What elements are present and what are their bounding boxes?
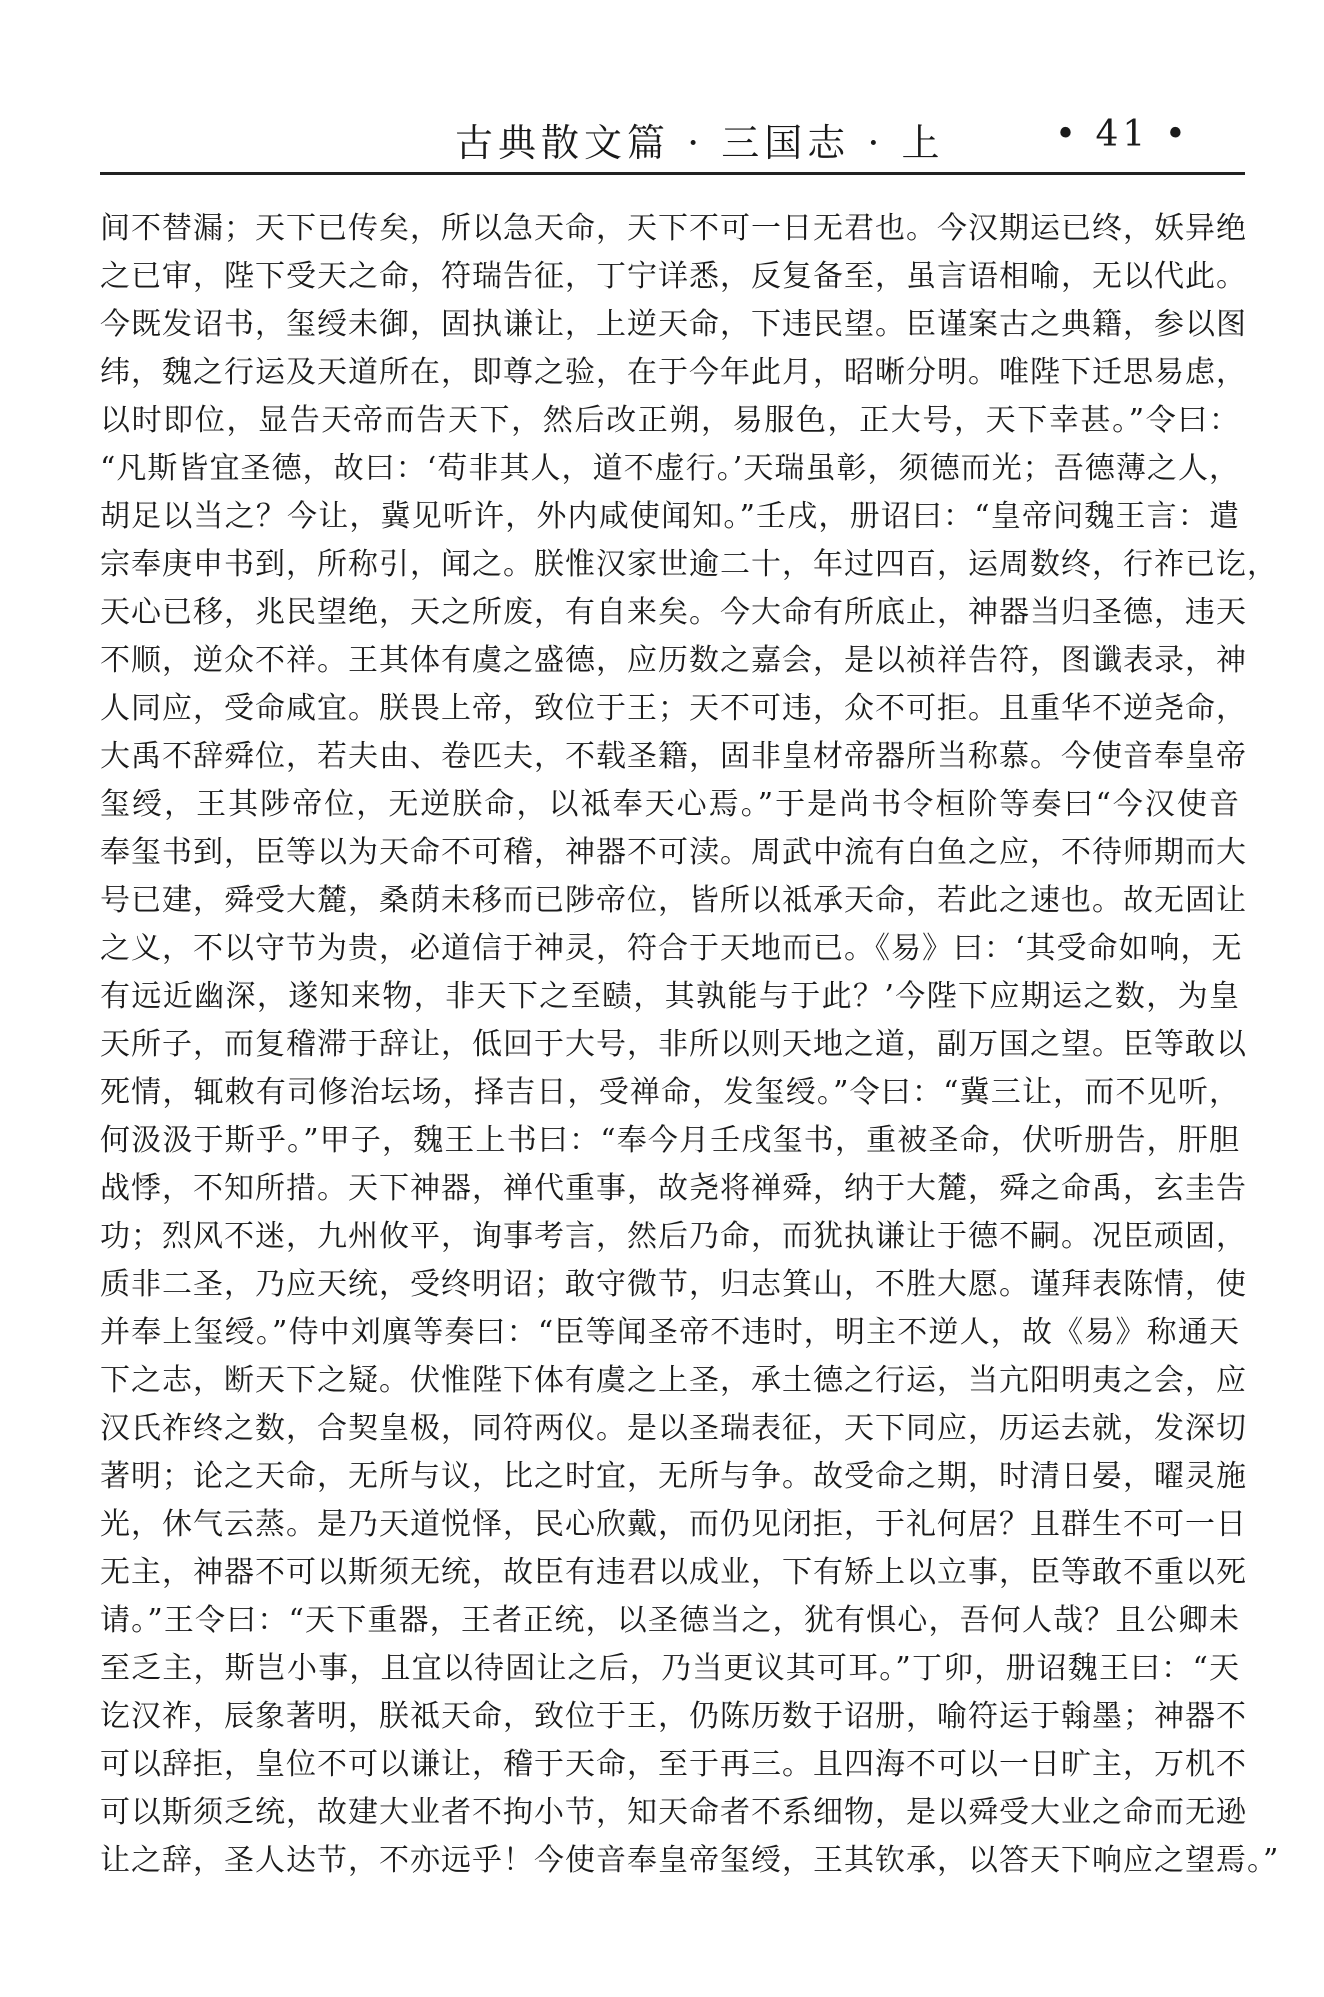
text-line: 讫汉祚，辰象著明，朕祗天命，致位于王，仍陈历数于诏册，喻符运于翰墨；神器不 — [100, 1699, 1247, 1734]
text-line: 天所子，而复稽滞于辞让，低回于大号，非所以则天地之道，副万国之望。臣等敢以 — [100, 1027, 1247, 1062]
text-line: 死情，辄敕有司修治坛场，择吉日，受禅命，发玺绶。”令曰：“冀三让，而不见听， — [100, 1075, 1240, 1110]
text-line: 无主，神器不可以斯须无统，故臣有违君以成业，下有矫上以立事，臣等敢不重以死 — [100, 1555, 1247, 1590]
text-line: 胡足以当之？今让，冀见听许，外内咸使闻知。”壬戌，册诏曰：“皇帝问魏王言：遣 — [100, 499, 1240, 534]
body-text — [100, 205, 1280, 1885]
text-line: 请。”王令曰：“天下重器，王者正统，以圣德当之，犹有惧心，吾何人哉？且公卿未 — [100, 1603, 1240, 1638]
text-line: 下之志，断天下之疑。伏惟陛下体有虞之上圣，承土德之行运，当亢阳明夷之会，应 — [100, 1363, 1247, 1398]
text-line: 宗奉庚申书到，所称引，闻之。朕惟汉家世逾二十，年过四百，运周数终，行祚已讫， — [100, 547, 1278, 582]
running-title: 古典散文篇 · 三国志 · 上 — [455, 121, 945, 165]
text-line: 天心已移，兆民望绝，天之所废，有自来矣。今大命有所底止，神器当归圣德，违天 — [100, 595, 1247, 630]
text-line: 至乏主，斯岂小事，且宜以待固让之后，乃当更议其可耳。”丁卯，册诏魏王曰：“天 — [100, 1651, 1240, 1686]
text-line: 可以辞拒，皇位不可以谦让，稽于天命，至于再三。且四海不可以一日旷主，万机不 — [100, 1747, 1247, 1782]
text-line: 纬，魏之行运及天道所在，即尊之验，在于今年此月，昭晰分明。唯陛下迁思易虑， — [100, 355, 1247, 390]
text-line: 质非二圣，乃应天统，受终明诏；敢守微节，归志箕山，不胜大愿。谨拜表陈情，使 — [100, 1267, 1247, 1302]
text-line: 今既发诏书，玺绶未御，固执谦让，上逆天命，下违民望。臣谨案古之典籍，参以图 — [100, 307, 1247, 342]
page-number: • 41 • — [1054, 114, 1190, 155]
text-line: 之义，不以守节为贵，必道信于神灵，符合于天地而已。《易》曰：‘其受命如响，无 — [100, 931, 1243, 966]
text-line: 大禹不辞舜位，若夫由、卷匹夫，不载圣籍，固非皇材帝器所当称慕。今使音奉皇帝 — [100, 739, 1247, 774]
text-line: 间不替漏；天下已传矣，所以急天命，天下不可一日无君也。今汉期运已终，妖异绝 — [100, 211, 1247, 246]
text-line: 何汲汲于斯乎。”甲子，魏王上书曰：“奉今月壬戌玺书，重被圣命，伏听册告，肝胆 — [100, 1123, 1240, 1158]
text-line: 人同应，受命咸宜。朕畏上帝，致位于王；天不可违，众不可拒。且重华不逆尧命， — [100, 691, 1247, 726]
text-line: 玺绶，王其陟帝位，无逆朕命，以祗奉天心焉。”于是尚书令桓阶等奏曰“今汉使音 — [100, 787, 1240, 822]
page-header — [100, 100, 1245, 175]
text-line: 功；烈风不迷，九州攸平，询事考言，然后乃命，而犹执谦让于德不嗣。况臣顽固， — [100, 1219, 1247, 1254]
text-line: 可以斯须乏统，故建大业者不拘小节，知天命者不系细物，是以舜受大业之命而无逊 — [100, 1795, 1247, 1830]
text-line: 号已建，舜受大麓，桑荫未移而已陟帝位，皆所以祗承天命，若此之速也。故无固让 — [100, 883, 1247, 918]
text-line: 以时即位，显告天帝而告天下，然后改正朔，易服色，正大号，天下幸甚。”令曰： — [100, 403, 1240, 438]
text-line: 不顺，逆众不祥。王其体有虞之盛德，应历数之嘉会，是以祯祥告符，图谶表录，神 — [100, 643, 1247, 678]
text-line: 光，休气云蒸。是乃天道悦怿，民心欣戴，而仍见闭拒，于礼何居？且群生不可一日 — [100, 1507, 1247, 1542]
text-line: 并奉上玺绶。”侍中刘廙等奏曰：“臣等闻圣帝不违时，明主不逆人，故《易》称通天 — [100, 1315, 1240, 1350]
text-line: 让之辞，圣人达节，不亦远乎！今使音奉皇帝玺绶，王其钦承，以答天下响应之望焉。” — [100, 1843, 1280, 1878]
text-line: 奉玺书到，臣等以为天命不可稽，神器不可渎。周武中流有白鱼之应，不待师期而大 — [100, 835, 1247, 870]
text-line: “凡斯皆宜圣德，故曰：‘苟非其人，道不虚行。’天瑞虽彰，须德而光；吾德薄之人， — [100, 451, 1240, 486]
text-line: 之已审，陛下受天之命，符瑞告征，丁宁详悉，反复备至，虽言语相喻，无以代此。 — [100, 259, 1247, 294]
text-line: 有远近幽深，遂知来物，非天下之至赜，其孰能与于此？’今陛下应期运之数，为皇 — [100, 979, 1240, 1014]
text-line: 汉氏祚终之数，合契皇极，同符两仪。是以圣瑞表征，天下同应，历运去就，发深切 — [100, 1411, 1247, 1446]
text-line: 战悸，不知所措。天下神器，禅代重事，故尧将禅舜，纳于大麓，舜之命禹，玄圭告 — [100, 1171, 1247, 1206]
text-line: 著明；论之天命，无所与议，比之时宜，无所与争。故受命之期，时清日晏，曜灵施 — [100, 1459, 1247, 1494]
